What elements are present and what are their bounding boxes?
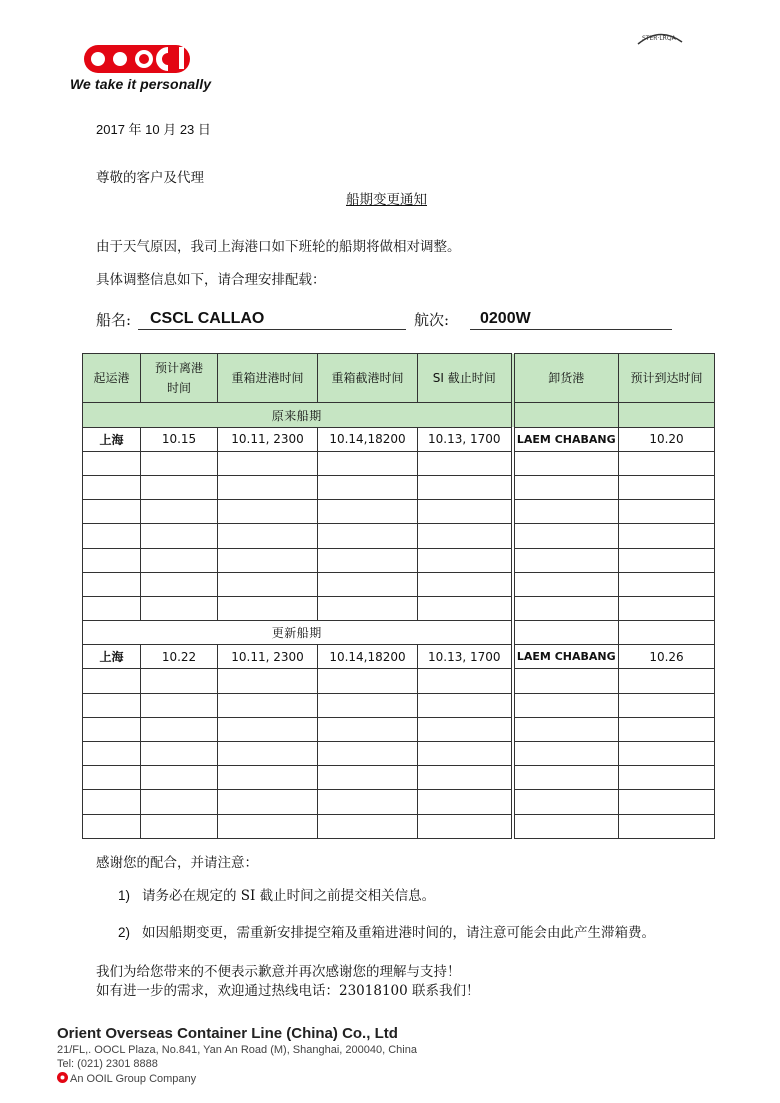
- paragraph-reason: 由于天气原因，我司上海港口如下班轮的船期将做相对调整。: [96, 239, 461, 255]
- cell-si-cutoff: 10.13, 1700: [418, 645, 513, 669]
- cell-cy-open: 10.11, 2300: [218, 645, 318, 669]
- footer-group: [57, 1072, 196, 1085]
- note-number: 2): [118, 925, 131, 940]
- table-row-empty: [83, 596, 715, 620]
- note-text: 如因船期变更，需重新安排提空箱及重箱进港时间的，请注意可能会由此产生滞箱费。: [142, 925, 655, 941]
- table-row-original: [83, 427, 715, 451]
- cell-cy-cutoff: 10.14,18200: [318, 645, 418, 669]
- greeting: 尊敬的客户及代理: [96, 170, 204, 186]
- note-number: 1): [118, 888, 131, 903]
- header-etd-line1: 预计离港: [154, 361, 203, 376]
- table-row-empty: [83, 451, 715, 475]
- header-discharge-port: 卸货港: [513, 354, 619, 403]
- cell-discharge: LAEM CHABANG: [513, 427, 619, 451]
- ship-name-value: CSCL CALLAO: [138, 308, 406, 330]
- note-item-2: [118, 924, 655, 942]
- table-row-empty: [83, 790, 715, 814]
- closing-apology: 我们为给您带来的不便表示歉意并再次感谢您的理解与支持！: [96, 964, 461, 980]
- section-cell: [513, 403, 619, 427]
- header-cy-cutoff: 重箱截港时间: [318, 354, 418, 403]
- cell-origin: 上海: [83, 427, 141, 451]
- footer-telephone: Tel: (021) 2301 8888: [57, 1058, 158, 1070]
- slogan: We take it personally: [70, 76, 212, 92]
- footer-company-name: Orient Overseas Container Line (China) Co., Ltd: [57, 1025, 398, 1042]
- table-row-empty: [83, 717, 715, 741]
- ooil-flower-icon: [57, 1072, 68, 1083]
- section-updated-label: 更新船期: [83, 621, 513, 645]
- cell-cy-open: 10.11, 2300: [218, 427, 318, 451]
- table-row-empty: [83, 814, 715, 838]
- note-text: 请务必在规定的 SI 截止时间之前提交相关信息。: [142, 888, 436, 904]
- section-original-row: [83, 403, 715, 427]
- header-origin-port: 起运港: [83, 354, 141, 403]
- cell-eta: 10.26: [619, 645, 715, 669]
- cell-discharge: LAEM CHABANG: [513, 645, 619, 669]
- table-row-empty: [83, 548, 715, 572]
- section-cell: [513, 621, 619, 645]
- table-header-row: [83, 354, 715, 403]
- header-etd-line2: 时间: [166, 381, 191, 396]
- table-row-empty: [83, 500, 715, 524]
- section-cell: [619, 403, 715, 427]
- lrqa-cert-mark: [636, 28, 684, 46]
- letter-date: 2017 年 10 月 23 日: [96, 122, 211, 137]
- closing-hotline: 如有进一步的需求，欢迎通过热线电话：23018100 联系我们！: [96, 983, 480, 999]
- table-row-empty: [83, 766, 715, 790]
- paragraph-instruction: 具体调整信息如下，请合理安排配载：: [96, 272, 326, 288]
- thanks-line: 感谢您的配合，并请注意：: [96, 855, 258, 871]
- table-row-empty: [83, 475, 715, 499]
- voyage-value: 0200W: [470, 308, 672, 330]
- cell-origin: 上海: [83, 645, 141, 669]
- header-eta: 预计到达时间: [619, 354, 715, 403]
- cell-etd: 10.22: [141, 645, 218, 669]
- cell-si-cutoff: 10.13, 1700: [418, 427, 513, 451]
- note-item-1: [118, 887, 435, 905]
- table-row-updated: [83, 645, 715, 669]
- cell-eta: 10.20: [619, 427, 715, 451]
- header-etd: [141, 354, 218, 403]
- cert-text: STER·LRQA: [642, 35, 676, 42]
- ship-name-label: 船名:: [96, 311, 132, 329]
- notice-title: 船期变更通知: [346, 192, 427, 208]
- footer-address: 21/FL,. OOCL Plaza, No.841, Yan An Road (M), Shanghai, 200040, China: [57, 1044, 417, 1056]
- header-cy-open: 重箱进港时间: [218, 354, 318, 403]
- footer-group-text: An OOIL Group Company: [70, 1073, 197, 1085]
- header-si-cutoff: SI 截止时间: [418, 354, 513, 403]
- voyage-label: 航次:: [414, 311, 450, 329]
- table-row-empty: [83, 693, 715, 717]
- cell-etd: 10.15: [141, 427, 218, 451]
- table-row-empty: [83, 669, 715, 693]
- table-row-empty: [83, 742, 715, 766]
- cell-cy-cutoff: 10.14,18200: [318, 427, 418, 451]
- table-row-empty: [83, 572, 715, 596]
- section-cell: [619, 621, 715, 645]
- schedule-table: [82, 353, 715, 839]
- section-original-label: 原来船期: [83, 403, 513, 427]
- section-updated-row: [83, 621, 715, 645]
- table-row-empty: [83, 524, 715, 548]
